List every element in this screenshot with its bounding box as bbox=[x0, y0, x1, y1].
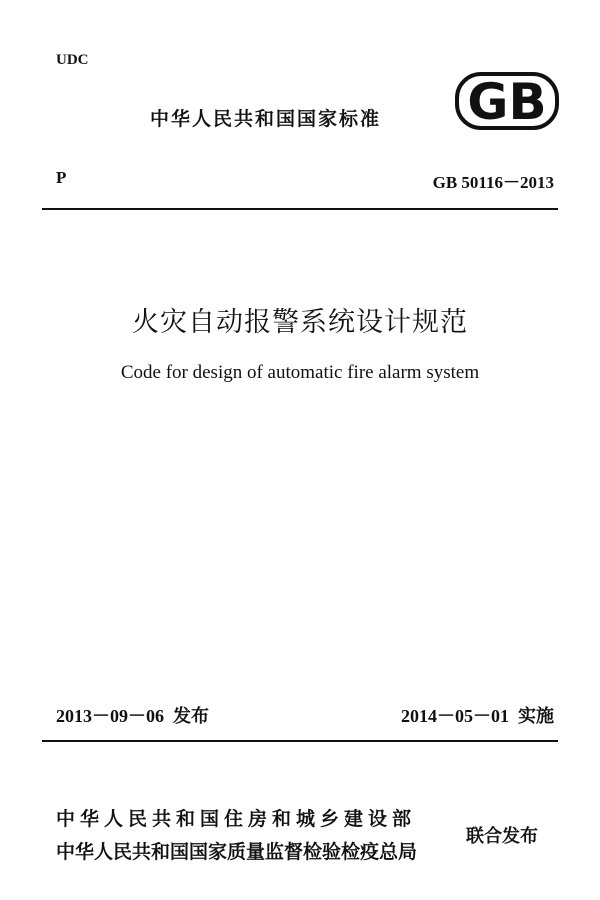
national-standard-label: 中华人民共和国国家标准 bbox=[150, 108, 382, 130]
gb-logo bbox=[455, 72, 559, 130]
udc-label: UDC bbox=[56, 52, 89, 68]
issuer-ministry: 中华人民共和国住房和城乡建设部 bbox=[56, 808, 417, 830]
bottom-divider bbox=[42, 740, 558, 742]
issue-date: 2013－09－06 发布 bbox=[56, 706, 209, 726]
svg-text:GB: GB bbox=[467, 73, 547, 130]
standard-number: GB 50116－2013 bbox=[432, 173, 554, 192]
title-english: Code for design of automatic fire alarm system bbox=[120, 362, 480, 383]
top-divider bbox=[42, 208, 558, 210]
joint-issue-label: 联合发布 bbox=[466, 826, 538, 847]
issuer-aqsiq: 中华人民共和国国家质量监督检验检疫总局 bbox=[56, 841, 418, 863]
title-chinese: 火灾自动报警系统设计规范 bbox=[132, 307, 468, 338]
category-code: P bbox=[56, 168, 67, 187]
implementation-date: 2014－05－01 实施 bbox=[401, 706, 554, 726]
